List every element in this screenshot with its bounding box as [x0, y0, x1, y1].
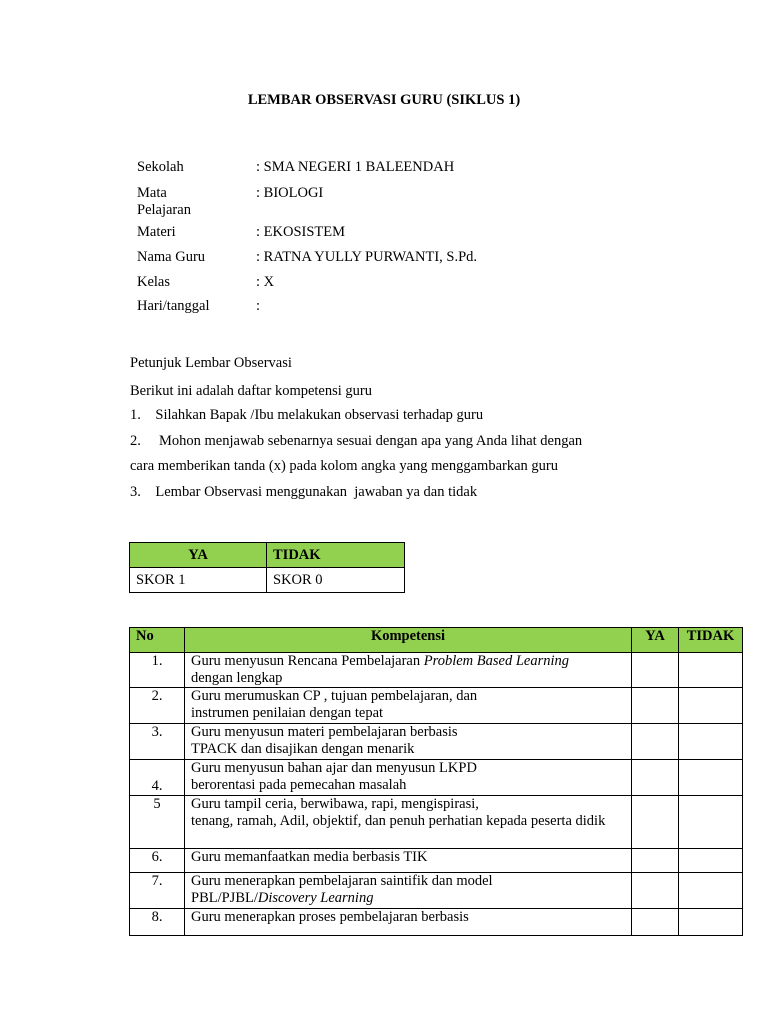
competency-text: Guru memanfaatkan media berbasis TIK — [191, 849, 428, 865]
tidak-checkbox-cell[interactable] — [679, 653, 743, 688]
row-number: 7. — [130, 873, 185, 909]
row-competency — [185, 760, 632, 796]
score-header-ya: YA — [130, 543, 267, 568]
row-number: 1. — [130, 653, 185, 688]
competency-text-2: dengan lengkap — [191, 670, 283, 686]
tidak-checkbox-cell[interactable] — [679, 796, 743, 849]
competency-italic-2: Discovery Learning — [257, 890, 374, 906]
instructions-intro: Berikut ini adalah daftar kompetensi guru — [130, 383, 372, 399]
row-number: 2. — [130, 688, 185, 724]
info-label: Materi — [137, 224, 176, 240]
row-competency — [185, 653, 632, 688]
instructions-heading: Petunjuk Lembar Observasi — [130, 355, 292, 371]
instruction-line: 3. Lembar Observasi menggunakan jawaban ya dan tidak — [130, 484, 478, 500]
info-value: : — [256, 298, 261, 314]
tidak-checkbox-cell[interactable] — [679, 724, 743, 760]
info-value: : X — [256, 274, 275, 290]
header-kompetensi: Kompetensi — [185, 628, 632, 653]
competency-table — [129, 627, 743, 936]
row-number: 5 — [130, 796, 185, 849]
competency-text: Guru menyusun bahan ajar dan menyusun LKPD — [191, 760, 477, 776]
ya-checkbox-cell[interactable] — [632, 688, 679, 724]
tidak-checkbox-cell[interactable] — [679, 849, 743, 873]
info-label: Hari/tanggal — [137, 298, 210, 314]
ya-checkbox-cell[interactable] — [632, 653, 679, 688]
competency-text-2: PBL/PJBL/ — [191, 890, 258, 906]
table-row — [130, 849, 743, 873]
info-label: Nama Guru — [137, 249, 206, 265]
score-header-tidak: TIDAK — [267, 543, 405, 568]
row-competency — [185, 688, 632, 724]
competency-text-2: berorentasi pada pemecahan masalah — [191, 777, 407, 793]
info-label: Sekolah — [137, 159, 184, 175]
info-value: : BIOLOGI — [256, 185, 324, 201]
ya-checkbox-cell[interactable] — [632, 796, 679, 849]
competency-text: Guru menerapkan pembelajaran saintifik dan model — [191, 873, 493, 889]
table-row — [130, 724, 743, 760]
ya-checkbox-cell[interactable] — [632, 760, 679, 796]
row-competency — [185, 796, 632, 849]
competency-text-2: TPACK dan disajikan dengan menarik — [191, 741, 415, 757]
competency-italic: Problem Based Learning — [423, 653, 569, 669]
ya-checkbox-cell[interactable] — [632, 909, 679, 936]
competency-text: Guru tampil ceria, berwibawa, rapi, mengispirasi, — [191, 796, 479, 812]
table-row — [130, 909, 743, 936]
header-no: No — [130, 628, 185, 653]
instruction-line: cara memberikan tanda (x) pada kolom angka yang menggambarkan guru — [130, 458, 558, 474]
header-tidak: TIDAK — [679, 628, 743, 653]
row-number: 6. — [130, 849, 185, 873]
table-row — [130, 688, 743, 724]
row-competency — [185, 909, 632, 936]
tidak-checkbox-cell[interactable] — [679, 909, 743, 936]
instruction-line: 2. Mohon menjawab sebenarnya sesuai dengan apa yang Anda lihat dengan — [130, 433, 583, 449]
row-competency — [185, 873, 632, 909]
row-number: 3. — [130, 724, 185, 760]
competency-text: Guru menerapkan proses pembelajaran berbasis — [191, 909, 469, 925]
info-label: Mata Pelajaran — [137, 185, 191, 218]
row-number: 4. — [130, 760, 185, 796]
competency-text: Guru menyusun Rencana Pembelajaran — [191, 653, 424, 669]
tidak-checkbox-cell[interactable] — [679, 688, 743, 724]
score-cell: SKOR 1 — [130, 568, 267, 593]
score-cell: SKOR 0 — [267, 568, 405, 593]
tidak-checkbox-cell[interactable] — [679, 760, 743, 796]
row-competency — [185, 724, 632, 760]
ya-checkbox-cell[interactable] — [632, 873, 679, 909]
info-value: : EKOSISTEM — [256, 224, 346, 240]
page-title: LEMBAR OBSERVASI GURU (SIKLUS 1) — [247, 92, 521, 108]
score-table — [129, 542, 405, 593]
ya-checkbox-cell[interactable] — [632, 724, 679, 760]
header-ya: YA — [632, 628, 679, 653]
ya-checkbox-cell[interactable] — [632, 849, 679, 873]
table-row — [130, 653, 743, 688]
table-row — [130, 796, 743, 849]
tidak-checkbox-cell[interactable] — [679, 873, 743, 909]
table-row — [130, 760, 743, 796]
competency-text-2: instrumen penilaian dengan tepat — [191, 705, 384, 721]
row-competency — [185, 849, 632, 873]
info-value: : SMA NEGERI 1 BALEENDAH — [256, 159, 455, 175]
info-label: Kelas — [137, 274, 171, 290]
info-value: : RATNA YULLY PURWANTI, S.Pd. — [256, 249, 478, 265]
competency-text: Guru merumuskan CP , tujuan pembelajaran, dan — [191, 688, 478, 704]
row-number: 8. — [130, 909, 185, 936]
instruction-line: 1. Silahkan Bapak /Ibu melakukan observasi terhadap guru — [130, 407, 484, 423]
competency-text: Guru menyusun materi pembelajaran berbasis — [191, 724, 458, 740]
table-row — [130, 873, 743, 909]
competency-text-2: tenang, ramah, Adil, objektif, dan penuh perhatian kepada peserta didik — [191, 813, 606, 829]
